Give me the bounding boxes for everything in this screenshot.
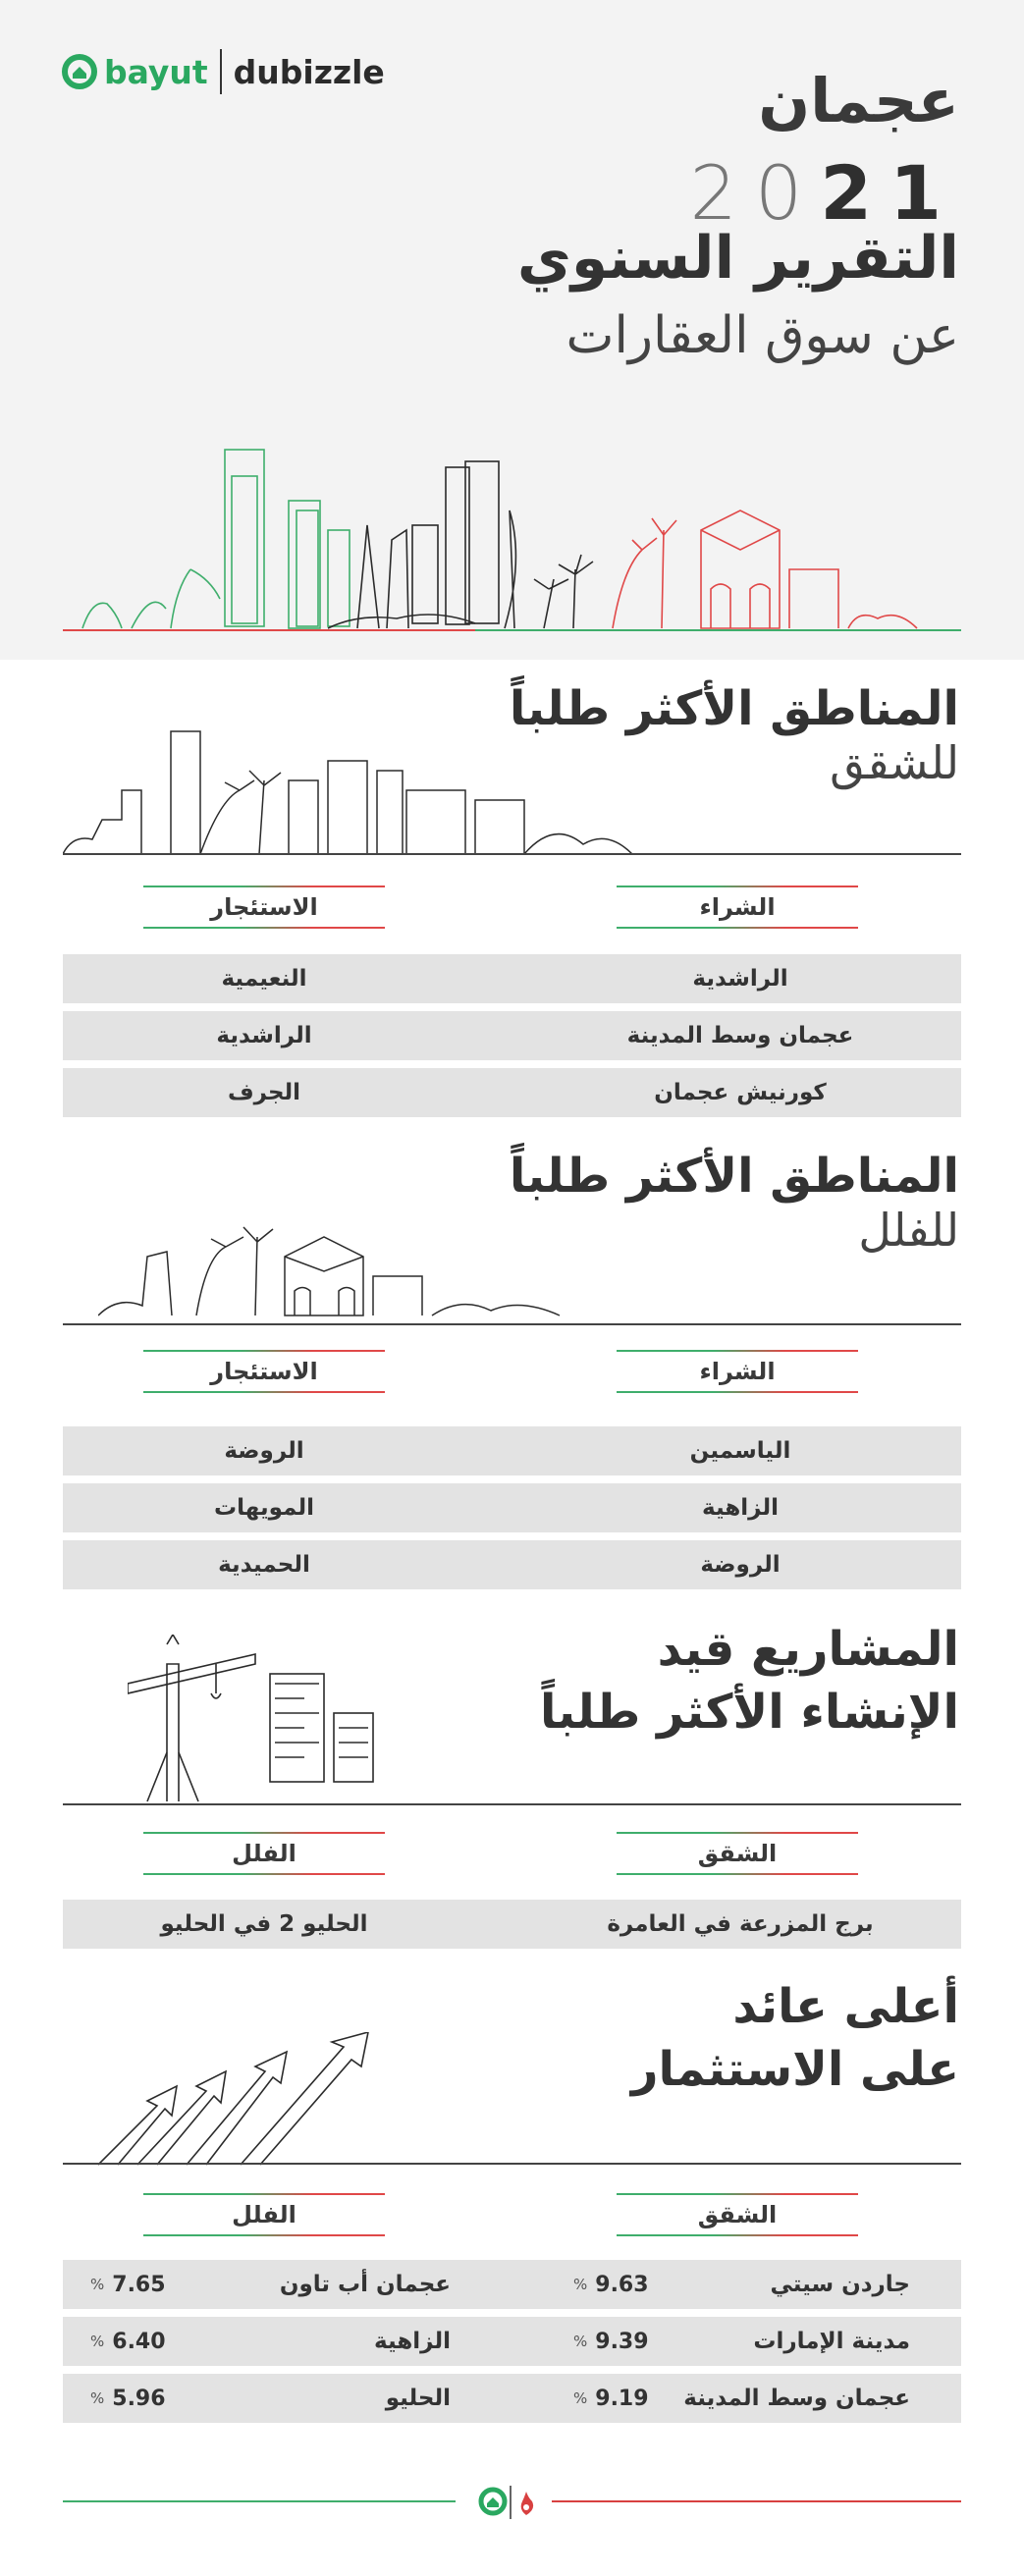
villas-buy-cell: الزاهية	[702, 1495, 779, 1521]
villas-rent-cell: المويهات	[214, 1495, 314, 1521]
percent-sign: %	[90, 2389, 105, 2407]
apartments-divider	[63, 853, 961, 855]
table-row	[63, 1426, 961, 1476]
roi-villa-name: الزاهية	[374, 2329, 451, 2354]
roi-villa-value	[90, 2317, 166, 2366]
villas-title-line2: للفلل	[858, 1204, 959, 1257]
projects-villas-cell: الحليو 2 في الحليو	[160, 1911, 368, 1937]
roi-apartment-name: عجمان وسط المدينة	[683, 2386, 910, 2411]
projects-title-line1: المشاريع قيد	[657, 1622, 959, 1677]
dubizzle-flame-icon	[521, 2492, 533, 2515]
percent-sign: %	[573, 2389, 588, 2407]
projects-col-apartments: الشقق	[617, 1832, 858, 1875]
villas-buy-cell: الياسمين	[689, 1438, 791, 1464]
table-row	[63, 2374, 961, 2423]
roi-section-title	[631, 1979, 959, 2097]
hero-year-light: 20	[689, 149, 821, 237]
apartments-buy-cell: كورنيش عجمان	[654, 1080, 827, 1105]
hero-city: عجمان	[758, 65, 959, 136]
footer-line-green	[63, 2500, 456, 2502]
roi-villa-value-number: 5.96	[112, 2386, 166, 2411]
roi-apartment-name: مدينة الإمارات	[753, 2329, 910, 2354]
percent-sign: %	[90, 2333, 105, 2350]
roi-apartment-value	[573, 2374, 649, 2423]
bayut-house-icon	[481, 2490, 505, 2513]
villas-skyline-illustration	[98, 1217, 569, 1325]
hero-title: التقرير السنوي	[516, 224, 959, 293]
apartments-rent-cell: الجرف	[227, 1080, 301, 1105]
table-row	[63, 1900, 961, 1949]
hero-year-bold: 21	[820, 149, 959, 237]
roi-apartment-value-number: 9.19	[595, 2386, 649, 2411]
growth-arrows-illustration	[98, 2032, 412, 2170]
villas-col-buy: الشراء	[617, 1350, 858, 1393]
dubizzle-logo-text: dubizzle	[233, 52, 385, 91]
hero-subtitle: عن سوق العقارات	[566, 306, 959, 365]
villas-section-title	[510, 1149, 959, 1257]
apartments-skyline-illustration	[63, 722, 652, 859]
roi-apartment-value	[573, 2260, 649, 2309]
percent-sign: %	[573, 2333, 588, 2350]
apartments-rent-cell: الراشدية	[216, 1023, 312, 1048]
roi-villa-name: الحليو	[385, 2386, 451, 2411]
villas-rent-cell: الروضة	[224, 1438, 304, 1464]
percent-sign: %	[573, 2276, 588, 2293]
hero-skyline-illustration	[63, 432, 961, 638]
roi-apartment-value	[573, 2317, 649, 2366]
apartments-col-buy: الشراء	[617, 886, 858, 929]
projects-title-line2: الإنشاء الأكثر طلباً	[539, 1685, 959, 1740]
roi-title-line1: أعلى عائد	[732, 1979, 959, 2034]
table-row	[63, 1483, 961, 1532]
projects-divider	[63, 1803, 961, 1805]
apartments-title-line1: المناطق الأكثر طلباً	[509, 681, 959, 736]
apartments-title-line2: للشقق	[830, 736, 959, 789]
table-row	[63, 954, 961, 1003]
roi-divider	[63, 2163, 961, 2165]
villas-rent-cell: الحميدية	[218, 1552, 310, 1578]
table-row	[63, 1068, 961, 1117]
villas-col-rent: الاستئجار	[143, 1350, 385, 1393]
percent-sign: %	[90, 2276, 105, 2293]
villas-title-line1: المناطق الأكثر طلباً	[509, 1149, 959, 1204]
apartments-buy-cell: الراشدية	[692, 966, 788, 992]
table-row	[63, 1540, 961, 1589]
projects-apartments-cell: برج المزرعة في العامرة	[607, 1911, 874, 1937]
roi-villa-name: عجمان أب تاون	[279, 2272, 451, 2297]
roi-villa-value	[90, 2374, 166, 2423]
brand-logo	[61, 49, 385, 94]
table-row	[63, 2317, 961, 2366]
table-row	[63, 2260, 961, 2309]
roi-villa-value-number: 7.65	[112, 2272, 166, 2297]
table-row	[63, 1011, 961, 1060]
roi-apartment-value-number: 9.39	[595, 2329, 649, 2354]
bayut-logo-text: bayut	[104, 52, 208, 91]
projects-col-villas: الفلل	[143, 1832, 385, 1875]
villas-divider	[63, 1323, 961, 1325]
footer-line-red	[552, 2500, 961, 2502]
construction-illustration	[128, 1635, 442, 1806]
apartments-col-rent: الاستئجار	[143, 886, 385, 929]
bayut-house-icon	[61, 53, 98, 90]
roi-villa-value-number: 6.40	[112, 2329, 166, 2354]
logo-divider	[220, 49, 222, 94]
villas-buy-cell: الروضة	[700, 1552, 781, 1578]
roi-villa-value	[90, 2260, 166, 2309]
roi-title-line2: على الاستثمار	[630, 2042, 959, 2097]
roi-col-apartments: الشقق	[617, 2193, 858, 2236]
projects-section-title	[540, 1622, 959, 1740]
roi-col-villas: الفلل	[143, 2193, 385, 2236]
apartments-rent-cell: النعيمية	[221, 966, 307, 992]
footer-logos	[471, 2478, 550, 2525]
apartments-buy-cell: عجمان وسط المدينة	[626, 1023, 854, 1048]
roi-apartment-value-number: 9.63	[595, 2272, 649, 2297]
roi-apartment-name: جاردن سيتي	[770, 2272, 910, 2297]
